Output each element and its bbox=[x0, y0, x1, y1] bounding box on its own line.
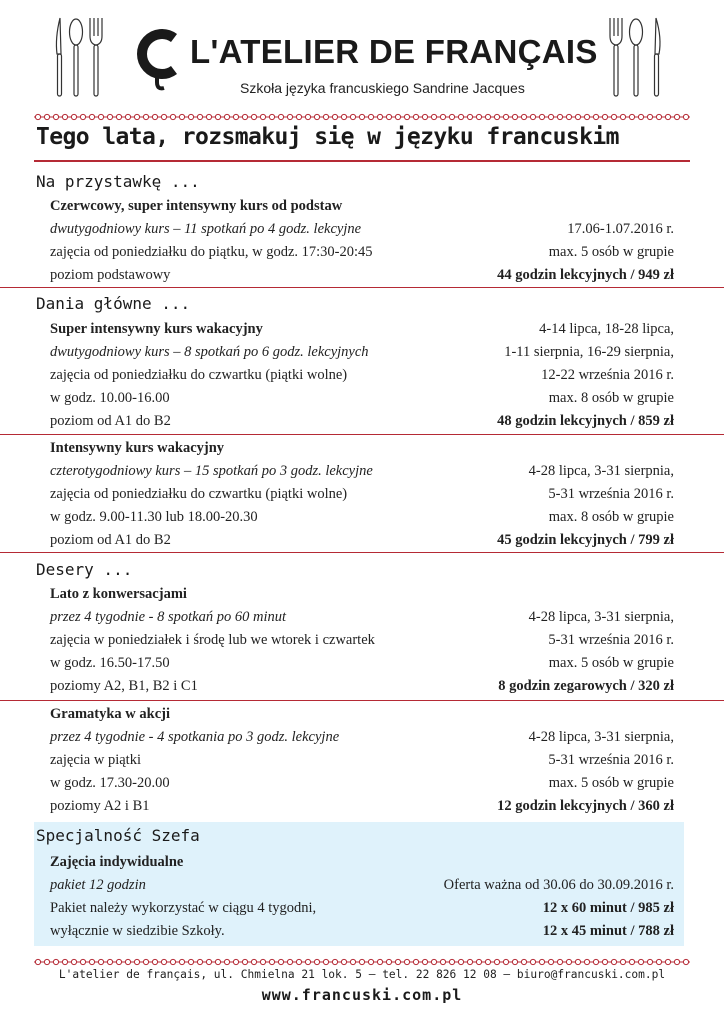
course-dates: 4-28 lipca, 3-31 sierpnia, bbox=[528, 729, 674, 745]
course-hours: w godz. 16.50-17.50 bbox=[50, 655, 170, 671]
package-location: wyłącznie w siedzibie Szkoły. bbox=[50, 923, 225, 939]
course-hours: w godz. 10.00-16.00 bbox=[50, 390, 170, 406]
logo-c-icon bbox=[134, 28, 180, 94]
course-schedule: zajęcia od poniedziałku do czwartku (piątki wolne) bbox=[50, 367, 348, 383]
course-price: 12 godzin lekcyjnych / 360 zł bbox=[497, 798, 674, 814]
course-dates: 17.06-1.07.2016 r. bbox=[567, 221, 674, 237]
course-level: poziom podstawowy bbox=[50, 267, 171, 283]
course-title: Intensywny kurs wakacyjny bbox=[50, 440, 225, 456]
course-duration: czterotygodniowy kurs – 15 spotkań po 3 godz. lekcyjne bbox=[50, 463, 373, 479]
course-group-size: max. 8 osób w grupie bbox=[548, 390, 674, 406]
course-super-intensive-summer bbox=[50, 318, 674, 433]
course-schedule: zajęcia w piątki bbox=[50, 752, 141, 768]
footer-website-link[interactable]: www.francuski.com.pl bbox=[261, 986, 463, 1004]
course-title: Super intensywny kurs wakacyjny bbox=[50, 321, 263, 337]
course-hours: w godz. 17.30-20.00 bbox=[50, 775, 170, 791]
course-group-size: max. 8 osób w grupie bbox=[548, 509, 674, 525]
section-title-chef-special: Specjalność Szefa bbox=[36, 826, 200, 845]
course-price: 45 godzin lekcyjnych / 799 zł bbox=[497, 532, 674, 548]
course-group-size: max. 5 osób w grupie bbox=[548, 775, 674, 791]
page-headline: Tego lata, rozsmakuj się w języku francuskim bbox=[36, 124, 619, 150]
brand-subtitle: Szkoła języka francuskiego Sandrine Jacques bbox=[240, 80, 525, 96]
section-divider bbox=[0, 552, 724, 553]
package-note: Pakiet należy wykorzystać w ciągu 4 tygodni, bbox=[50, 900, 317, 916]
course-dates: 4-28 lipca, 3-31 sierpnia, bbox=[528, 463, 674, 479]
course-dates: 12-22 września 2016 r. bbox=[541, 367, 674, 383]
course-title: Gramatyka w akcji bbox=[50, 706, 171, 722]
course-group-size: max. 5 osób w grupie bbox=[548, 244, 674, 260]
course-dates: 5-31 września 2016 r. bbox=[548, 486, 674, 502]
course-individual-lessons bbox=[50, 851, 674, 943]
footer-contact: L'atelier de français, ul. Chmielna 21 lok. 5 – tel. 22 826 12 08 – biuro@francuski.com.pl bbox=[58, 968, 666, 981]
course-title: Lato z konwersacjami bbox=[50, 586, 187, 602]
course-level: poziom od A1 do B2 bbox=[50, 413, 171, 429]
course-price: 48 godzin lekcyjnych / 859 zł bbox=[497, 413, 674, 429]
course-june-intensive bbox=[50, 195, 674, 287]
course-duration: przez 4 tygodnie - 8 spotkań po 60 minut bbox=[50, 609, 287, 625]
course-level: poziomy A2, B1, B2 i C1 bbox=[50, 678, 198, 694]
course-schedule: zajęcia w poniedziałek i środę lub we wtorek i czwartek bbox=[50, 632, 375, 648]
section-title-appetizer: Na przystawkę ... bbox=[36, 172, 200, 191]
course-schedule: zajęcia od poniedziałku do czwartku (piątki wolne) bbox=[50, 486, 348, 502]
course-price: 12 x 60 minut / 985 zł bbox=[542, 900, 674, 916]
section-divider bbox=[0, 700, 724, 701]
section-divider bbox=[0, 434, 724, 435]
offer-validity: Oferta ważna od 30.06 do 30.09.2016 r. bbox=[443, 877, 674, 893]
section-title-desserts: Desery ... bbox=[36, 560, 133, 579]
course-dates: 4-14 lipca, 18-28 lipca, bbox=[539, 321, 674, 337]
decorative-border-bottom bbox=[34, 958, 690, 966]
course-duration: przez 4 tygodnie - 4 spotkania po 3 godz. lekcyjne bbox=[50, 729, 340, 745]
course-summer-conversations bbox=[50, 583, 674, 698]
course-group-size: max. 5 osób w grupie bbox=[548, 655, 674, 671]
section-title-main-courses: Dania główne ... bbox=[36, 294, 191, 313]
course-dates: 5-31 września 2016 r. bbox=[548, 752, 674, 768]
course-level: poziom od A1 do B2 bbox=[50, 532, 171, 548]
course-price: 12 x 45 minut / 788 zł bbox=[542, 923, 674, 939]
course-price: 8 godzin zegarowych / 320 zł bbox=[498, 678, 674, 694]
course-price: 44 godzin lekcyjnych / 949 zł bbox=[497, 267, 674, 283]
course-duration: dwutygodniowy kurs – 8 spotkań po 6 godz. lekcyjnych bbox=[50, 344, 369, 360]
course-dates: 5-31 września 2016 r. bbox=[548, 632, 674, 648]
course-title: Czerwcowy, super intensywny kurs od podstaw bbox=[50, 198, 343, 214]
cutlery-right-icon bbox=[604, 14, 668, 100]
section-divider bbox=[0, 287, 724, 288]
course-grammar-in-action bbox=[50, 703, 674, 818]
course-schedule: zajęcia od poniedziałku do piątku, w godz. 17:30-20:45 bbox=[50, 244, 373, 260]
course-title: Zajęcia indywidualne bbox=[50, 854, 184, 870]
headline-divider bbox=[34, 160, 690, 162]
course-package: pakiet 12 godzin bbox=[50, 877, 146, 893]
course-dates: 1-11 sierpnia, 16-29 sierpnia, bbox=[504, 344, 674, 360]
course-dates: 4-28 lipca, 3-31 sierpnia, bbox=[528, 609, 674, 625]
course-hours: w godz. 9.00-11.30 lub 18.00-20.30 bbox=[50, 509, 258, 525]
brand-name: L'ATELIER DE FRANÇAIS bbox=[190, 33, 598, 70]
course-intensive-summer bbox=[50, 437, 674, 552]
decorative-border-top bbox=[34, 113, 690, 121]
cutlery-left-icon bbox=[52, 14, 116, 100]
course-level: poziomy A2 i B1 bbox=[50, 798, 150, 814]
page-header bbox=[0, 0, 724, 112]
course-duration: dwutygodniowy kurs – 11 spotkań po 4 godz. lekcyjne bbox=[50, 221, 362, 237]
